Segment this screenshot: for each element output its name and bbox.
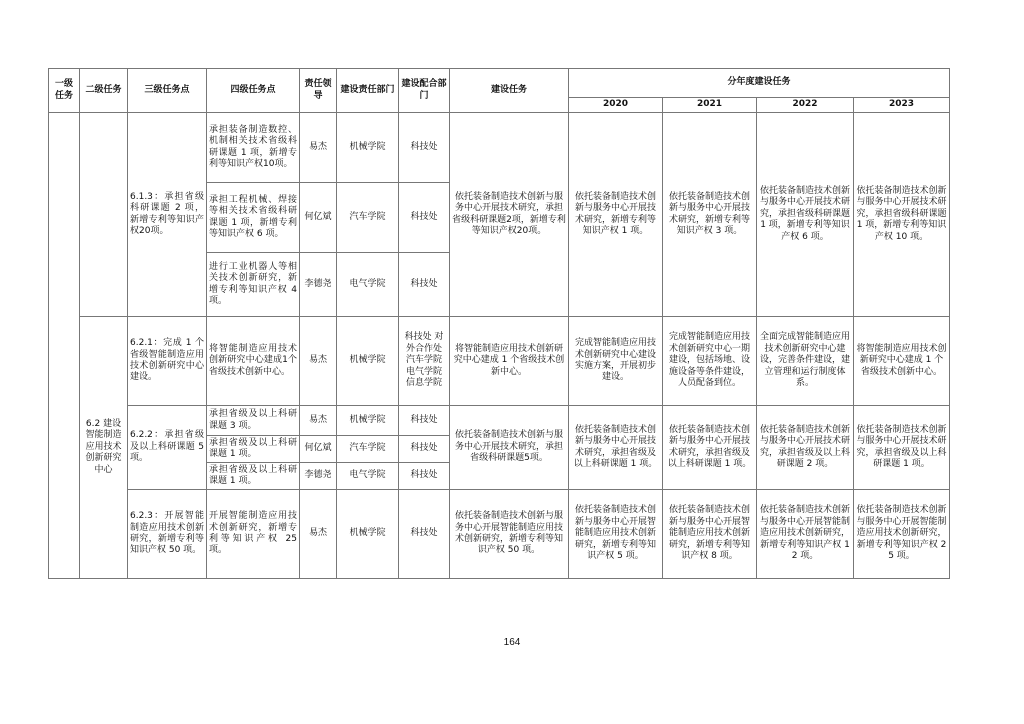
leader-cell: 何亿斌 bbox=[300, 183, 337, 253]
dept-cell: 汽车学院 bbox=[337, 183, 399, 253]
year-2021-cell: 依托装备制造技术创新与服务中心开展智能制造应用技术创新研究，新增专利等知识产权 8 项。 bbox=[663, 490, 757, 579]
level3-cell: 6.1.3：承担省级科研课题 2 项，新增专利等知识产权20项。 bbox=[128, 113, 207, 317]
task-table bbox=[48, 68, 950, 579]
coop-cell: 科技处 bbox=[399, 490, 450, 579]
leader-cell: 李德尧 bbox=[300, 463, 337, 490]
level1-cell bbox=[49, 113, 80, 579]
level3-cell: 6.2.2：承担省级及以上科研课题 5 项。 bbox=[128, 406, 207, 490]
header-leader: 责任领导 bbox=[300, 69, 337, 113]
task-cell: 依托装备制造技术创新与服务中心开展技术研究，承担省级科研课题2项，新增专利等知识产权20项。 bbox=[450, 113, 569, 317]
dept-cell: 电气学院 bbox=[337, 463, 399, 490]
header-level4: 四级任务点 bbox=[207, 69, 300, 113]
header-task: 建设任务 bbox=[450, 69, 569, 113]
leader-cell: 易杰 bbox=[300, 406, 337, 436]
leader-cell: 李德尧 bbox=[300, 253, 337, 317]
coop-cell: 科技处 bbox=[399, 183, 450, 253]
year-2021-cell: 依托装备制造技术创新与服务中心开展技术研究，承担省级及以上科研课题 1 项。 bbox=[663, 406, 757, 490]
year-2022-cell: 依托装备制造技术创新与服务中心开展技术研究，承担省级科研课题 1 项，新增专利等知识产权 6 项。 bbox=[757, 113, 854, 317]
header-annual: 分年度建设任务 bbox=[569, 69, 950, 98]
year-2020-cell: 依托装备制造技术创新与服务中心开展技术研究，新增专利等知识产权 1 项。 bbox=[569, 113, 663, 317]
year-2021-cell: 依托装备制造技术创新与服务中心开展技术研究，新增专利等知识产权 3 项。 bbox=[663, 113, 757, 317]
leader-cell: 易杰 bbox=[300, 490, 337, 579]
coop-cell: 科技处 bbox=[399, 253, 450, 317]
header-level1: 一级任务 bbox=[49, 69, 80, 113]
header-year-2023: 2023 bbox=[854, 98, 950, 113]
year-2023-cell: 将智能制造应用技术创新研究中心建成 1 个省级技术创新中心。 bbox=[854, 317, 950, 406]
year-2020-cell: 完成智能制造应用技术创新研究中心建设实施方案，开展初步建设。 bbox=[569, 317, 663, 406]
level4-cell: 承担省级及以上科研课题 3 项。 bbox=[207, 406, 300, 436]
level2-cell bbox=[80, 113, 128, 317]
dept-cell: 机械学院 bbox=[337, 490, 399, 579]
year-2023-cell: 依托装备制造技术创新与服务中心开展技术研究，承担省级科研课题 1 项，新增专利等知识产权 10 项。 bbox=[854, 113, 950, 317]
year-2023-cell: 依托装备制造技术创新与服务中心开展智能制造应用技术创新研究，新增专利等知识产权 25 项。 bbox=[854, 490, 950, 579]
coop-cell: 科技处 bbox=[399, 406, 450, 436]
table-row bbox=[49, 406, 950, 436]
coop-cell: 科技处 对外合作处 汽车学院 电气学院 信息学院 bbox=[399, 317, 450, 406]
dept-cell: 机械学院 bbox=[337, 406, 399, 436]
coop-cell: 科技处 bbox=[399, 436, 450, 463]
year-2023-cell: 依托装备制造技术创新与服务中心开展技术研究，承担省级及以上科研课题 1 项。 bbox=[854, 406, 950, 490]
level3-cell: 6.2.1：完成 1 个省级智能制造应用技术创新研究中心建设。 bbox=[128, 317, 207, 406]
year-2022-cell: 依托装备制造技术创新与服务中心开展技术研究，承担省级及以上科研课题 2 项。 bbox=[757, 406, 854, 490]
year-2022-cell: 全面完成智能制造应用技术创新研究中心建设，完善条件建设，建立管理和运行制度体系。 bbox=[757, 317, 854, 406]
dept-cell: 机械学院 bbox=[337, 113, 399, 183]
year-2020-cell: 依托装备制造技术创新与服务中心开展技术研究，承担省级及以上科研课题 1 项。 bbox=[569, 406, 663, 490]
dept-cell: 机械学院 bbox=[337, 317, 399, 406]
level4-cell: 承担省级及以上科研课题 1 项。 bbox=[207, 463, 300, 490]
leader-cell: 易杰 bbox=[300, 113, 337, 183]
task-cell: 依托装备制造技术创新与服务中心开展技术研究，承担省级科研课题5项。 bbox=[450, 406, 569, 490]
header-year-2021: 2021 bbox=[663, 98, 757, 113]
coop-cell: 科技处 bbox=[399, 113, 450, 183]
level4-cell: 开展智能制造应用技术创新研究，新增专利等知识产权 25 项。 bbox=[207, 490, 300, 579]
level4-cell: 进行工业机器人等相关技术创新研究，新增专利等知识产权 4 项。 bbox=[207, 253, 300, 317]
level4-cell: 承担工程机械、焊接等相关技术省级科研课题 1 项，新增专利等知识产权 6 项。 bbox=[207, 183, 300, 253]
level2-cell: 6.2 建设智能制造应用技术创新研究中心 bbox=[80, 317, 128, 579]
page-number: 164 bbox=[503, 637, 521, 648]
leader-cell: 易杰 bbox=[300, 317, 337, 406]
level4-cell: 承担装备制造数控、机制相关技术省级科研课题 1 项，新增专利等知识产权10项。 bbox=[207, 113, 300, 183]
level4-cell: 将智能制造应用技术创新研究中心建成1个省级技术创新中心。 bbox=[207, 317, 300, 406]
leader-cell: 何亿斌 bbox=[300, 436, 337, 463]
coop-cell: 科技处 bbox=[399, 463, 450, 490]
header-coop: 建设配合部门 bbox=[399, 69, 450, 113]
level4-cell: 承担省级及以上科研课题 1 项。 bbox=[207, 436, 300, 463]
year-2022-cell: 依托装备制造技术创新与服务中心开展智能制造应用技术创新研究，新增专利等知识产权 12 项。 bbox=[757, 490, 854, 579]
header-level2: 二级任务 bbox=[80, 69, 128, 113]
header-level3: 三级任务点 bbox=[128, 69, 207, 113]
level3-cell: 6.2.3：开展智能制造应用技术创新研究，新增专利等知识产权 50 项。 bbox=[128, 490, 207, 579]
year-2021-cell: 完成智能制造应用技术创新研究中心一期建设，包括场地、设施设备等条件建设，人员配备到位。 bbox=[663, 317, 757, 406]
header-dept: 建设责任部门 bbox=[337, 69, 399, 113]
table-row bbox=[49, 113, 950, 183]
header-year-2022: 2022 bbox=[757, 98, 854, 113]
year-2020-cell: 依托装备制造技术创新与服务中心开展智能制造应用技术创新研究，新增专利等知识产权 5 项。 bbox=[569, 490, 663, 579]
table-row bbox=[49, 490, 950, 579]
table-row bbox=[49, 317, 950, 406]
header-year-2020: 2020 bbox=[569, 98, 663, 113]
dept-cell: 汽车学院 bbox=[337, 436, 399, 463]
dept-cell: 电气学院 bbox=[337, 253, 399, 317]
task-cell: 依托装备制造技术创新与服务中心开展智能制造应用技术创新研究，新增专利等知识产权 50 项。 bbox=[450, 490, 569, 579]
task-cell: 将智能制造应用技术创新研究中心建成 1 个省级技术创新中心。 bbox=[450, 317, 569, 406]
